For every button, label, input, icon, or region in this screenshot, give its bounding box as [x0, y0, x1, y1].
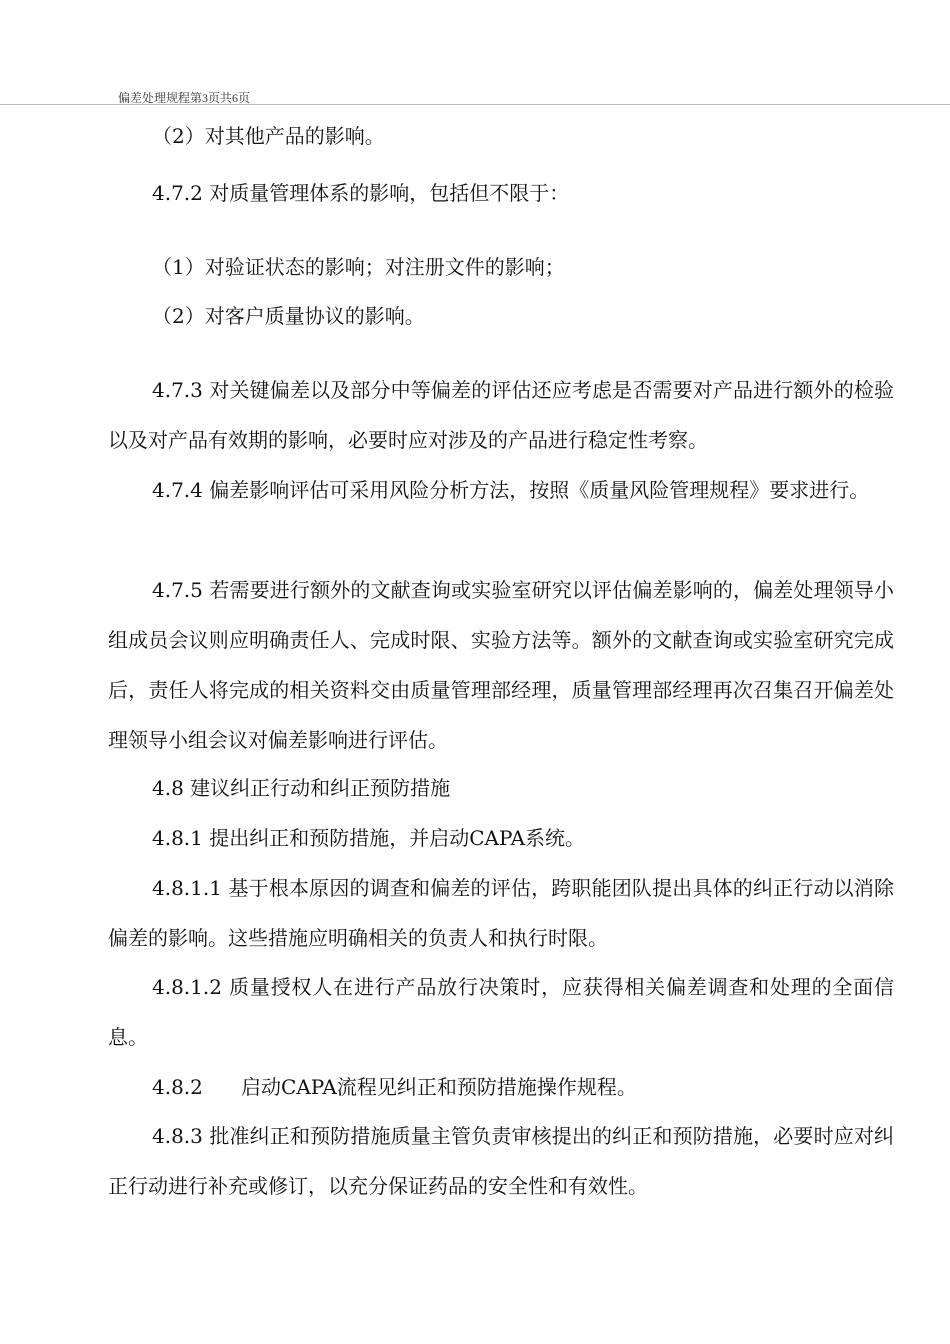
paragraph-4-8-1-2: 4.8.1.2 质量授权人在进行产品放行决策时，应获得相关偏差调查和处理的全面信息。 [108, 975, 894, 1049]
paragraph-4-8-1: 4.8.1 提出纠正和预防措施，并启动CAPA系统。 [152, 826, 586, 850]
paragraph-2-other-products: （2）对其他产品的影响。 [152, 124, 385, 148]
paragraph-4-7-3: 4.7.3 对关键偏差以及部分中等偏差的评估还应考虑是否需要对产品进行额外的检验以及对产品有效期的影响，必要时应对涉及的产品进行稳定性考察。 [108, 378, 894, 452]
paragraph-2-customer-agreement: （2）对客户质量协议的影响。 [152, 304, 425, 328]
paragraph-4-7-5: 4.7.5 若需要进行额外的文献查询或实验室研究以评估偏差影响的，偏差处理领导小组成员会议则应明确责任人、完成时限、实验方法等。额外的文献查询或实验室研究完成后，责任人将完成的相关资料交由质量管理部经理，质量管理部经理再次召集召开偏差处理领导小组会议对偏差影响进行评估。 [108, 578, 894, 752]
paragraph-4-8-1-1: 4.8.1.1 基于根本原因的调查和偏差的评估，跨职能团队提出具体的纠正行动以消除偏差的影响。这些措施应明确相关的负责人和执行时限。 [108, 876, 894, 950]
paragraph-4-8-3: 4.8.3 批准纠正和预防措施质量主管负责审核提出的纠正和预防措施，必要时应对纠正行动进行补充或修订，以充分保证药品的安全性和有效性。 [108, 1124, 894, 1198]
paragraph-4-7-2: 4.7.2 对质量管理体系的影响，包括但不限于： [152, 181, 570, 205]
paragraph-4-8-2: 4.8.2 启动CAPA流程见纠正和预防措施操作规程。 [152, 1075, 637, 1099]
paragraph-1-validation: （1）对验证状态的影响；对注册文件的影响； [152, 255, 565, 279]
paragraph-4-7-4: 4.7.4 偏差影响评估可采用风险分析方法，按照《质量风险管理规程》要求进行。 [152, 478, 870, 502]
section-4-8-heading: 4.8 建议纠正行动和纠正预防措施 [152, 776, 451, 800]
page-header-text: 偏差处理规程第3页共6页 [118, 91, 251, 105]
header-divider [0, 104, 950, 105]
